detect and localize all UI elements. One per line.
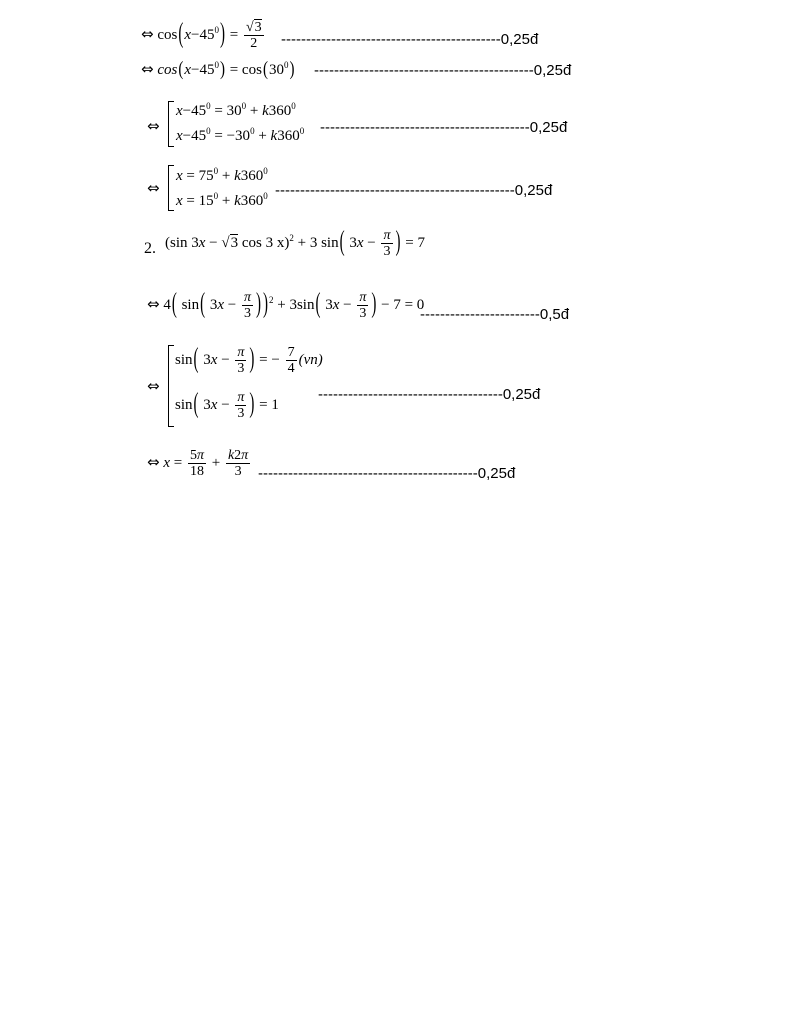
system-7-row-2: sin( 3x − $\frac{\pi}{3}$ ) = 1 (175, 389, 279, 421)
system-3-row-2: $x-45^0 = -30^0 + k360^0$ (176, 126, 305, 144)
bracket-7 (168, 345, 174, 427)
fraction: $\frac{\pi}{3}$ (359, 290, 367, 321)
fraction: $\frac{5\pi}{18}$ (189, 448, 204, 479)
fraction: $\frac{7}{4}$ (287, 345, 295, 376)
equivalence-symbol: ⇔ (141, 24, 154, 43)
equivalence-4 (147, 179, 160, 198)
equivalence-symbol: ⇔ (147, 294, 160, 313)
equivalence-3 (147, 117, 160, 136)
equation-line-6: ⇔ 4( sin( 3x − $\frac{\pi}{3}$ ) )$^2$ + 3sin( 3x − $\frac{\pi}{3}$ ) − 7 = 0 (147, 289, 425, 321)
fraction: $\frac{\pi}{3}$ (383, 228, 391, 259)
bracket-3 (168, 101, 174, 147)
question-2-equation: (sin 3x − √3 cos 3 x)$^2$ + 3 sin( 3x − $\frac{\pi}{3}$ ) = 7 (165, 227, 425, 259)
equation-line-1: ⇔ $\cos(x-45^0)$ = $\frac{√3}{2}$ (141, 19, 262, 51)
equivalence-symbol: ⇔ (147, 377, 160, 395)
system-3-row-1: $x-45^0 = 30^0 + k360^0$ (176, 101, 296, 119)
equation-line-8: ⇔ x = $\frac{5\pi}{18}$ + $\frac{k2\pi}{3}$ (147, 448, 249, 479)
system-4-row-1: $x = 75^0 + k360^0$ (176, 166, 268, 184)
score-line-6: ------------------------0,5đ (420, 306, 570, 323)
score-line-4: ------------------------------------------------0,25đ (275, 182, 553, 199)
equivalence-symbol: ⇔ (147, 452, 160, 471)
equation-line-2: ⇔ $\cos(x-45^0) = \cos(30^0)$ (141, 59, 295, 81)
fraction: $\frac{\pi}{3}$ (237, 390, 245, 421)
bracket-4 (168, 165, 174, 211)
fraction: $\frac{k2\pi}{3}$ (227, 448, 249, 479)
score-line-1: --------------------------------------------0,25đ (281, 31, 539, 48)
fraction: $\frac{\pi}{3}$ (237, 345, 245, 376)
system-7-row-1: sin( 3x − $\frac{\pi}{3}$ ) = − $\frac{7}{4}$ (vn) (175, 344, 323, 376)
equivalence-symbol: ⇔ (141, 60, 154, 78)
no-solution-mark: (vn) (298, 351, 323, 368)
equivalence-symbol: ⇔ (147, 179, 160, 197)
fraction: $\frac{\pi}{3}$ (243, 290, 251, 321)
score-line-2: --------------------------------------------0,25đ (314, 62, 572, 79)
fraction: $\frac{√3}{2}$ (245, 20, 262, 51)
system-4-row-2: $x = 15^0 + k360^0$ (176, 191, 268, 209)
question-2-number: 2. (144, 240, 156, 257)
equivalence-symbol: ⇔ (147, 117, 160, 135)
score-line-8: --------------------------------------------0,25đ (258, 465, 516, 482)
equivalence-7 (147, 377, 160, 396)
score-line-7: -------------------------------------0,25đ (318, 386, 541, 403)
score-line-3: ------------------------------------------0,25đ (320, 119, 568, 136)
